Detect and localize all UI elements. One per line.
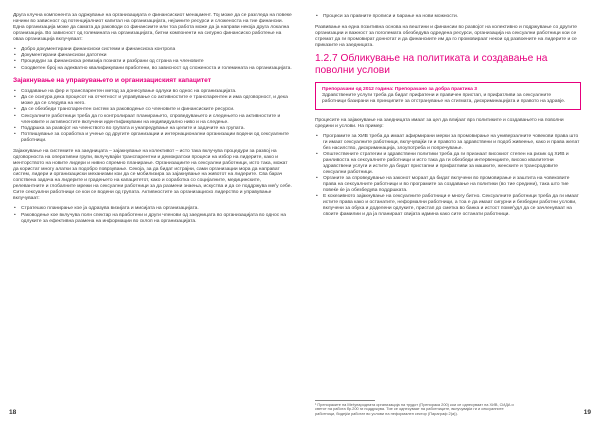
callout-body: Здравствените услуги треба да бидат прифатени и правичен пристап, и прифатливи за сексуалните работници базирани на принципите за отстранување на стигмата, дискриминацијата и правото на здравје.	[322, 92, 566, 104]
list-item: • Општествените стратегии и здравствени политики треба да ги признаат високиот степен на ризик од ХИВ и ранливоста на сексуалните работници и исто така да ги обезбеди интервенциите, високо квалитетни здравствени услуги и истите да бидат пристапни и прифатливи за машките, женските и трансродовите сексуални работници.	[315, 152, 581, 176]
list-item: • Процедури за финансиска ревизија познати и разбрани од страна на членовите	[13, 59, 293, 65]
section-heading: 1.2.7 Обликување на политиката и создавање на поволни услови	[315, 53, 548, 77]
list-item: • Органите за спроведување на законот мораат да бидат вклучени во промовирање и заштита на човековите права на сексуалните работници и во програмите за создавање на политики (во тие средини), така што тие повеќе ќе ја обезбедува поддршката.	[315, 176, 581, 194]
list-item: • Документирани финансиски датотеки	[13, 53, 293, 59]
list-item: • Соодветен број на адекватно квалификувани вработени, во зависност од сложеноста и големината на организацијата.	[13, 66, 293, 72]
list-item: • Стратешко планирање кое ја одразува визијата и мисијата на организацијата.	[13, 206, 293, 212]
right-text-column	[315, 14, 581, 410]
collective-development-paragraph: Развивање на една позитивна основа на вештини и финансии во развојот на колективно и подржување со другите организации и важност за поголемата обезбедува одредена ресурси, организација на сексуални работници кои се стремат да ги промовират доннотат и да финансиите им да го промовираат некои од развоените на лидерите и се приказите на заедницата.	[315, 24, 577, 48]
footnote-text: ¹ Препораките на Меѓународната организација на трудот (Препорака 200) кои се однесуваат на ХИВ, СИДА и светот на работа бр.200 ги поддржува. Тие се однесуваат на работниците, вклучувајќи ги и сексуалните работници, бидејќи работат во услови на неформален сектор (Параграф 2(а)).	[315, 401, 514, 416]
list-item: • Програмите за ХИВ треба да имаат афирмирани мерки за промовирање на универзалните човекови права што ги имаат сексуалните работници, вклучувајќи ги и правото за здравствени и подоб живеење, како и права желат без насилство, дискриминација, злоупотреба и попречување.	[315, 134, 581, 152]
list-item: • Е кохезивното зајакнување на сексуалните работници е многу битно. Сексуалните работници треба да ги имаат истите права како и останатите, неформални работници, а тоа е да имаат сигурни и безбедни работни услови, вклучени за обука и доделени одлуките, пристап до сметка во банка и истост помеѓудл да се зачленуваат на своите фамилии и да ја планираат свијата идмина како сите останати работници.	[315, 194, 581, 218]
list-item: • Да се обезбеди транспарентен систем за раководење со членовите и финансиските ресурси.	[13, 107, 293, 113]
footnote-divider	[315, 400, 375, 401]
community-systems-paragraph: Зајакнување на системите на заедницата – зајакнување на колективот – исто така вклучува процедури за развој на одговорноста на оперативни групи, вклучувајќи транспарентни и демократски процеси на избор на лидерите, како и менторството на новите лидери и нивно спремно планирање. Организациите на сексуални работници, исто така, можат да користат многу алатки за подобро поврзување. Секоја, за да бидат истрајни, сами организации мора да направат систем, лидери и организациски механизми кои да се мобилизира за зајакнување на животот на лидерите. Сва барач сопствена задача на лидерите и градењето на капацитетот, како и соработка со социјалните, медицинските, релевантните и глобалните мрежи на сексуални работници за да размени знаења, искуства и да се поддржува меѓу себе. Сите сексуални работници се кои се водени од групата. Активностите за организациско лидерство и управување вклучуваат:	[13, 148, 292, 202]
list-item: • Добро документирани финансиски системи и финансиска контрола	[13, 47, 293, 53]
recommendation-callout-box	[315, 82, 581, 110]
callout-title: Препорачани од 2012 година: Препорачано за добра практика 3	[322, 87, 477, 93]
policy-intro-paragraph: Процесите на зајакнување на заедницата имаат за цел да влијаат врз политиките и создавањето на поволни средини и услови. На пример:	[315, 117, 564, 129]
right-page	[300, 0, 600, 424]
list-item: • Поддршка за развојот на членството во групата и унапредување на целите и задачите на групата.	[13, 126, 293, 132]
list-item: • Сексуалните работници треба да го контролираат планирањето, спроведувањето и следењето на активностите и членовите и активностите вклучени идентификувани на индивидуално ниво и на следење.	[13, 114, 293, 126]
list-item: • Создавање на фер и транспарентен метод за донесување одлуки во однос на организацијата.	[13, 89, 293, 95]
page-number-right: 19	[583, 409, 591, 416]
governance-list	[13, 89, 293, 144]
top-list	[315, 14, 581, 20]
leadership-activities-list	[13, 206, 293, 224]
policy-list	[315, 134, 581, 218]
governance-subheading: Зајакнување на управувањето и организациският капацитет	[13, 76, 211, 84]
list-item: • Да се осигура дека процесот на отчетност и управување со активностите е транспарентен и има одговорност, и дека може да се следува на него.	[13, 95, 293, 107]
list-item: • Раководење кое вклучува полн спектар на вработени и други членови од заедницата во организацијата во однос на одлуките за ефективна размена на информации во склоп на организацијата.	[13, 213, 293, 225]
page-number-left: 18	[9, 409, 17, 416]
footnote	[315, 400, 515, 416]
financial-management-paragraph: Друга клучна компонента за одржување на организацијата е финансискиот менаџмент. Тој може да се разгледа на повеќе начини во зависност од потенцијалниот капитал на организацијата, нејзините ресурси и сложеноста на тие финансии. Една организација може да самата да раководи со финансиите или тоа работа може да ја направи некоја друга локална организација. Во зависност од големината на организацијата, битни компоненти на сигурно финансиско работење на оваа организација вклучуваат:	[13, 13, 292, 42]
financial-requirements-list	[13, 47, 293, 72]
list-item: • Процеси за правните прописи и барање на нови можности.	[315, 14, 581, 20]
list-item: • Потпишување за соработка и учење од другите организации и интернационални организации водени од сексуалните работници.	[13, 132, 293, 144]
left-text-column	[13, 13, 293, 411]
